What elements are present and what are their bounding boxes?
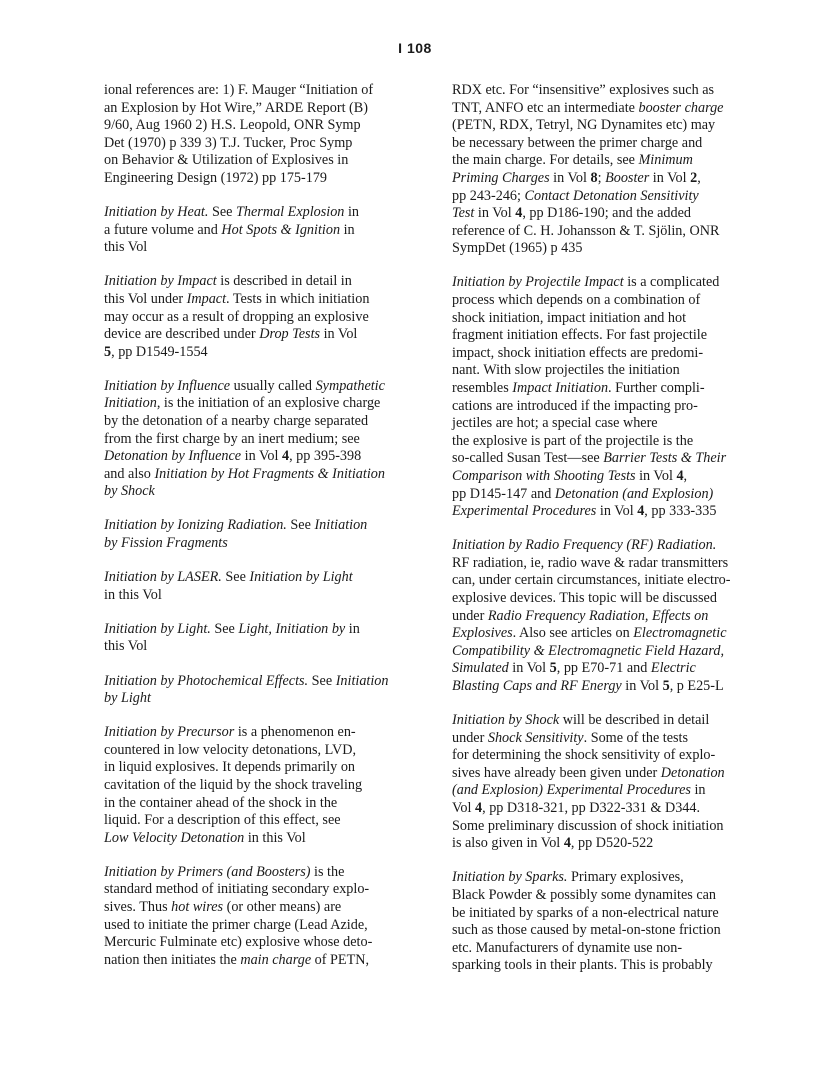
text-run: Initiation by Heat. xyxy=(104,204,209,221)
text-run: and also xyxy=(104,465,155,482)
text-run: 4 xyxy=(563,835,571,852)
text-run: liquid. For a description of this effect, see xyxy=(104,812,341,829)
text-run: ; xyxy=(597,169,606,186)
text-run: Initiation xyxy=(335,672,389,689)
text-run: . Also see articles on xyxy=(512,625,634,642)
text-run: usually called xyxy=(230,377,316,394)
text-run: Initiation by Influence xyxy=(104,377,231,394)
text-run: in xyxy=(345,620,360,637)
text-line xyxy=(104,466,422,484)
text-line xyxy=(452,486,762,504)
text-run: hot wires xyxy=(171,899,224,916)
text-line xyxy=(104,934,422,952)
text-run: Initiation xyxy=(314,517,368,534)
text-run: Initiation by Radio Frequency (RF) Radiation. xyxy=(452,537,717,554)
text-run: See xyxy=(308,672,336,689)
text-run: fragment initiation effects. For fast projectile xyxy=(452,327,708,344)
text-run: in this Vol xyxy=(244,829,306,846)
text-run: Detonation by Influence xyxy=(104,448,242,465)
text-run: in Vol xyxy=(635,467,677,484)
text-run: (or other means) are xyxy=(223,899,342,916)
text-run: 5 xyxy=(104,343,112,360)
text-run: sives have already been given under xyxy=(452,764,661,781)
text-run: cations are introduced if the impacting pro- xyxy=(452,397,698,414)
text-run: in Vol xyxy=(508,660,550,677)
text-run: countered in low velocity detonations, LVD, xyxy=(104,741,357,758)
text-line xyxy=(104,309,422,327)
text-run: pp 243-246; xyxy=(452,187,525,204)
text-line xyxy=(452,608,762,626)
text-run: Test xyxy=(452,205,475,222)
text-line xyxy=(452,135,762,153)
text-run: Light, Initiation by xyxy=(238,620,346,637)
text-line xyxy=(452,940,762,958)
text-line xyxy=(104,517,422,535)
text-line xyxy=(452,362,762,380)
text-run: 4 xyxy=(281,448,290,465)
text-run: Simulated xyxy=(452,660,509,677)
text-line xyxy=(104,690,422,708)
text-run: Comparison with Shooting Tests xyxy=(452,467,636,484)
text-run: Initiation by Projectile Impact xyxy=(452,274,624,291)
text-run: . Tests in which initiation xyxy=(226,290,370,307)
text-run: is the xyxy=(310,863,345,880)
text-run: this Vol xyxy=(104,239,148,256)
text-run: is a phenomenon en- xyxy=(234,724,356,741)
paragraph xyxy=(104,864,422,970)
paragraph xyxy=(104,724,422,847)
text-run: RF radiation, ie, radio wave & radar transmitters xyxy=(452,554,729,571)
text-line xyxy=(104,795,422,813)
text-run: Contact Detonation Sensitivity xyxy=(524,187,699,204)
text-line xyxy=(104,917,422,935)
text-run: See xyxy=(286,517,315,534)
text-line xyxy=(104,864,422,882)
text-line xyxy=(104,431,422,449)
text-run: RDX etc. For “insensitive” explosives such as xyxy=(452,82,715,98)
text-run: Impact xyxy=(186,290,227,307)
text-line xyxy=(452,747,762,765)
text-line xyxy=(452,415,762,433)
text-line xyxy=(452,643,762,661)
text-line xyxy=(104,135,422,153)
text-run: in xyxy=(344,204,359,221)
text-line xyxy=(452,380,762,398)
text-line xyxy=(452,274,762,292)
text-line xyxy=(452,730,762,748)
text-run: , p E25-L xyxy=(669,678,724,694)
text-run: , xyxy=(697,169,701,186)
right-column xyxy=(452,82,762,991)
text-run: Detonation xyxy=(660,764,725,781)
text-run: 2 xyxy=(690,169,698,186)
text-run: in xyxy=(690,782,706,799)
text-line xyxy=(104,448,422,466)
text-run: will be described in detail xyxy=(559,712,710,729)
text-run: Initiation by Primers (and Boosters) xyxy=(104,863,311,880)
left-column xyxy=(104,82,422,986)
paragraph xyxy=(452,712,762,853)
text-run: , pp D1549-1554 xyxy=(111,343,208,360)
paragraph xyxy=(452,274,762,520)
text-line xyxy=(104,344,422,362)
text-run: in this Vol xyxy=(104,586,162,603)
text-line xyxy=(104,483,422,501)
text-run: sparking tools in their plants. This is probably xyxy=(452,957,713,974)
text-line xyxy=(452,625,762,643)
text-line xyxy=(452,468,762,486)
text-run: be initiated by sparks of a non-electrical nature xyxy=(452,904,719,921)
text-run: Thermal Explosion xyxy=(236,204,345,221)
text-line xyxy=(452,170,762,188)
text-line xyxy=(104,777,422,795)
text-run: Initiation by Precursor xyxy=(104,724,235,741)
text-line xyxy=(104,535,422,553)
text-line xyxy=(104,759,422,777)
text-run: in the container ahead of the shock in the xyxy=(104,794,338,811)
text-run: Mercuric Fulminate etc) explosive whose deto- xyxy=(104,934,373,951)
paragraph xyxy=(104,273,422,361)
text-run: Initiation by Sparks. xyxy=(452,869,568,886)
text-line xyxy=(104,569,422,587)
text-run: 9/60, Aug 1960 2) H.S. Leopold, ONR Symp xyxy=(104,117,361,134)
text-line xyxy=(452,660,762,678)
text-run: Sympathetic xyxy=(315,377,385,394)
text-run: device are described under xyxy=(104,326,260,343)
paragraph xyxy=(452,869,762,975)
text-line xyxy=(452,223,762,241)
paragraph xyxy=(104,517,422,552)
text-run: of PETN, xyxy=(311,951,370,968)
text-line xyxy=(452,100,762,118)
paragraph xyxy=(452,537,762,695)
text-run: in Vol xyxy=(649,169,691,186)
text-run: Initiation by Ionizing Radiation. xyxy=(104,517,287,534)
text-line xyxy=(104,395,422,413)
text-line xyxy=(104,638,422,656)
text-run: . Further compli- xyxy=(608,380,705,396)
text-run: an Explosion by Hot Wire,” ARDE Report (B) xyxy=(104,99,368,116)
text-run: Radio Frequency Radiation, Effects on xyxy=(487,607,709,624)
text-line xyxy=(452,537,762,555)
text-run: Initiation by Impact xyxy=(104,273,217,290)
text-line xyxy=(104,621,422,639)
text-run: impact, shock initiation effects are predomi- xyxy=(452,344,704,361)
text-line xyxy=(452,188,762,206)
text-run: in Vol xyxy=(596,503,638,520)
text-run: , pp D520-522 xyxy=(570,835,654,852)
text-run: in xyxy=(340,221,355,238)
text-run: See xyxy=(210,620,239,637)
text-run: under xyxy=(452,729,488,746)
text-run: 5 xyxy=(662,678,670,694)
text-line xyxy=(104,724,422,742)
text-line xyxy=(452,869,762,887)
text-run: by Fission Fragments xyxy=(104,535,228,552)
text-run: this Vol under xyxy=(104,290,187,307)
text-run: by Light xyxy=(104,690,151,707)
text-run: the main charge. For details, see xyxy=(452,152,639,169)
text-line xyxy=(452,555,762,573)
text-run: 4 xyxy=(637,503,645,520)
text-run: See xyxy=(208,204,237,221)
text-run: Hot Spots & Ignition xyxy=(221,221,341,238)
text-run: Some preliminary discussion of shock initiation xyxy=(452,817,724,834)
text-run: resembles xyxy=(452,380,513,396)
text-run: from the first charge by an inert medium; see xyxy=(104,430,360,447)
text-run: (PETN, RDX, Tetryl, NG Dynamites etc) may xyxy=(452,117,716,134)
text-line xyxy=(104,742,422,760)
text-run: Low Velocity Detonation xyxy=(104,829,245,846)
text-line xyxy=(452,450,762,468)
text-line xyxy=(452,800,762,818)
text-run: , pp D186-190; and the added xyxy=(522,205,691,222)
text-run: under xyxy=(452,607,488,624)
text-run: See xyxy=(221,569,250,586)
text-run: 4 xyxy=(515,205,523,222)
text-run: Initiation by Shock xyxy=(452,712,560,729)
text-line xyxy=(452,905,762,923)
text-run: shock initiation, impact initiation and hot xyxy=(452,309,687,326)
text-run: may occur as a result of dropping an explosive xyxy=(104,308,369,325)
text-line xyxy=(104,326,422,344)
paragraph xyxy=(104,204,422,257)
text-line xyxy=(452,835,762,853)
text-line xyxy=(104,273,422,291)
text-run: the explosive is part of the projectile is the xyxy=(452,432,694,449)
text-run: Initiation by Hot Fragments & Initiation xyxy=(154,465,385,482)
text-line xyxy=(452,82,762,100)
text-run: in Vol xyxy=(621,678,663,694)
text-run: reference of C. H. Johansson & T. Sjölin, ONR xyxy=(452,222,720,239)
text-line xyxy=(452,240,762,258)
text-run: this Vol xyxy=(104,638,148,655)
text-run: is also given in Vol xyxy=(452,835,564,852)
text-run: nant. With slow projectiles the initiation xyxy=(452,362,680,379)
text-run: . Some of the tests xyxy=(583,729,689,746)
text-run: , is the initiation of an explosive charge xyxy=(156,395,381,412)
text-run: , pp E70-71 and xyxy=(556,660,651,677)
text-run: by the detonation of a nearby charge separated xyxy=(104,413,369,429)
text-run: Experimental Procedures xyxy=(452,503,597,520)
text-run: , pp 395-398 xyxy=(289,448,362,465)
text-run: Black Powder & possibly some dynamites can xyxy=(452,886,717,903)
text-run: in Vol xyxy=(320,326,358,343)
text-line xyxy=(104,291,422,309)
text-line xyxy=(104,100,422,118)
text-line xyxy=(452,292,762,310)
text-run: Initiation by Light. xyxy=(104,620,211,637)
text-run: in Vol xyxy=(549,169,591,186)
text-line xyxy=(452,572,762,590)
text-run: 4 xyxy=(676,467,684,484)
text-line xyxy=(104,378,422,396)
text-line xyxy=(452,782,762,800)
text-run: , xyxy=(683,467,688,484)
text-run: Priming Charges xyxy=(452,169,550,186)
text-run: Initiation by Light xyxy=(249,569,353,586)
text-line xyxy=(104,673,422,691)
text-run: Electric xyxy=(650,660,696,677)
text-run: by Shock xyxy=(104,483,155,500)
text-run: pp D145-147 and xyxy=(452,485,555,502)
text-line xyxy=(452,503,762,521)
text-line xyxy=(452,398,762,416)
text-run: Initiation by LASER. xyxy=(104,569,222,586)
text-run: (and Explosion) Experimental Procedures xyxy=(452,782,691,799)
text-run: Explosives xyxy=(452,625,513,642)
text-run: Primary explosives, xyxy=(567,869,684,886)
paragraph xyxy=(104,673,422,708)
text-line xyxy=(104,222,422,240)
text-run: cavitation of the liquid by the shock traveling xyxy=(104,777,363,793)
text-line xyxy=(104,952,422,970)
text-run: Compatibility & Electromagnetic Field Hazard, xyxy=(452,642,725,659)
text-line xyxy=(104,170,422,188)
text-line xyxy=(104,812,422,830)
text-run: Drop Tests xyxy=(259,326,321,343)
text-run: Det (1970) p 339 3) T.J. Tucker, Proc Symp xyxy=(104,134,353,151)
text-line xyxy=(452,433,762,451)
text-run: Electromagnetic xyxy=(633,625,727,642)
text-run: Barrier Tests & Their xyxy=(603,450,727,467)
text-run: is described in detail in xyxy=(216,273,352,290)
text-line xyxy=(452,117,762,135)
text-run: Vol xyxy=(452,800,475,817)
text-run: in Vol xyxy=(241,448,282,465)
text-run: Initiation by Photochemical Effects. xyxy=(104,672,309,689)
text-run: , pp D318-321, pp D322-331 & D344. xyxy=(482,800,701,817)
text-run: Booster xyxy=(605,169,650,186)
text-line xyxy=(452,327,762,345)
text-run: used to initiate the primer charge (Lead Azide, xyxy=(104,916,368,933)
text-run: , pp 333-335 xyxy=(644,503,717,520)
text-line xyxy=(104,82,422,100)
text-run: Detonation (and Explosion) xyxy=(554,485,714,502)
text-line xyxy=(452,205,762,223)
text-line xyxy=(104,830,422,848)
text-run: SympDet (1965) p 435 xyxy=(452,240,583,257)
text-run: nation then initiates the xyxy=(104,951,241,968)
text-run: Initiation xyxy=(104,395,157,412)
text-line xyxy=(104,204,422,222)
text-run: sives. Thus xyxy=(104,899,172,916)
text-line xyxy=(452,310,762,328)
text-line xyxy=(104,881,422,899)
text-run: a future volume and xyxy=(104,221,222,238)
text-line xyxy=(104,587,422,605)
text-line xyxy=(452,765,762,783)
text-line xyxy=(452,345,762,363)
text-run: Minimum xyxy=(638,152,693,169)
text-run: process which depends on a combination of xyxy=(452,292,701,309)
text-run: TNT, ANFO etc an intermediate xyxy=(452,99,639,116)
text-line xyxy=(452,590,762,608)
page-number: I 108 xyxy=(398,40,432,56)
text-run: standard method of initiating secondary explo- xyxy=(104,881,370,898)
text-line xyxy=(452,818,762,836)
text-run: so-called Susan Test—see xyxy=(452,450,604,467)
text-line xyxy=(452,922,762,940)
text-line xyxy=(104,413,422,431)
text-line xyxy=(452,678,762,696)
text-run: can, under certain circumstances, initiate electro- xyxy=(452,572,731,589)
text-run: Shock Sensitivity xyxy=(487,729,584,746)
text-line xyxy=(104,899,422,917)
text-line xyxy=(104,239,422,257)
text-line xyxy=(104,117,422,135)
text-line xyxy=(452,887,762,905)
text-run: Engineering Design (1972) pp 175-179 xyxy=(104,169,328,186)
paragraph xyxy=(104,621,422,656)
text-line xyxy=(104,152,422,170)
text-run: on Behavior & Utilization of Explosives in xyxy=(104,152,349,169)
text-run: be necessary between the primer charge and xyxy=(452,134,703,151)
text-line xyxy=(452,712,762,730)
text-run: explosive devices. This topic will be discussed xyxy=(452,590,717,607)
text-line xyxy=(452,152,762,170)
paragraph xyxy=(104,569,422,604)
text-run: main charge xyxy=(240,951,312,968)
text-run: ional references are: 1) F. Mauger “Initiation of xyxy=(104,82,374,98)
text-run: in liquid explosives. It depends primarily on xyxy=(104,759,356,776)
paragraph xyxy=(452,82,762,258)
text-run: 5 xyxy=(549,660,557,677)
paragraph xyxy=(104,378,422,501)
text-run: such as those caused by metal-on-stone friction xyxy=(452,922,721,939)
text-run: etc. Manufacturers of dynamite use non- xyxy=(452,939,683,956)
text-run: booster charge xyxy=(638,99,724,116)
text-line xyxy=(452,957,762,975)
paragraph xyxy=(104,82,422,188)
text-run: 8 xyxy=(590,169,598,186)
text-run: is a complicated xyxy=(623,274,720,291)
text-run: Blasting Caps and RF Energy xyxy=(452,678,622,694)
text-run: 4 xyxy=(475,800,483,817)
text-run: in Vol xyxy=(474,205,516,222)
text-run: jectiles are hot; a special case where xyxy=(452,415,658,432)
text-run: Impact Initiation xyxy=(512,380,609,396)
text-run: for determining the shock sensitivity of explo- xyxy=(452,747,716,764)
